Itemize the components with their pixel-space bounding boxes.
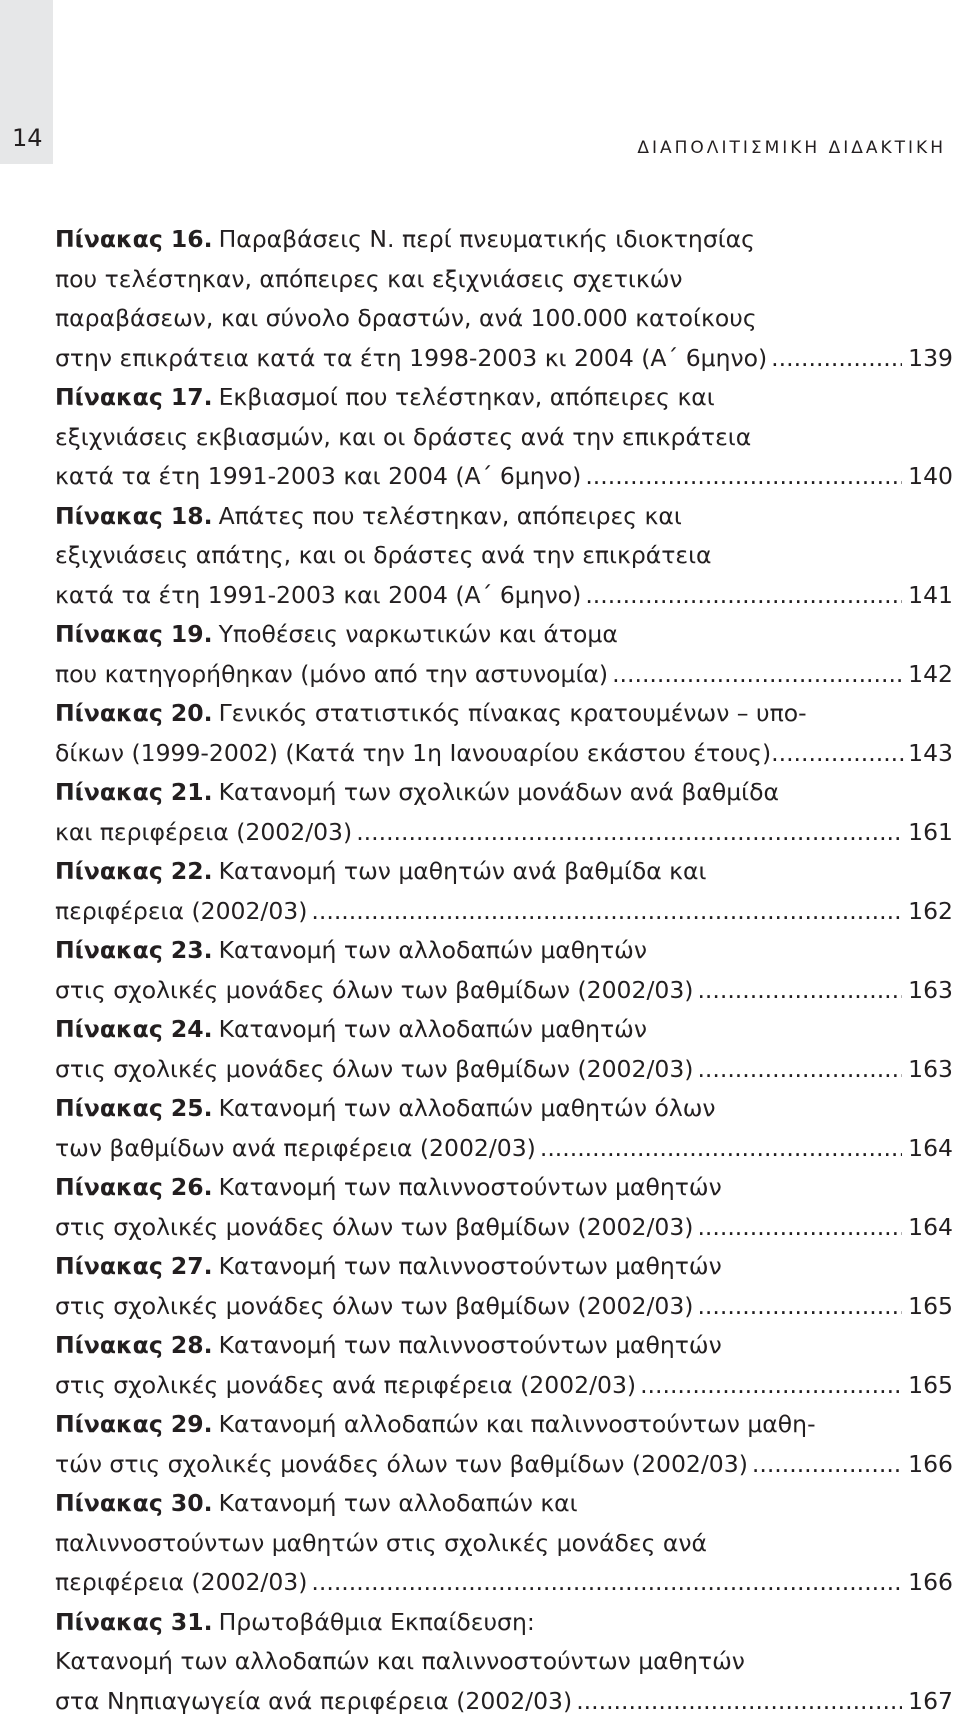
toc-entry[interactable]	[55, 852, 953, 931]
toc-entry-line	[55, 615, 953, 655]
table-label: Πίνακας 20.	[55, 694, 213, 734]
toc-entry-line	[55, 971, 953, 1011]
toc-entry-line	[55, 1287, 953, 1327]
entry-title-text: Κατανομή των σχολικών μονάδων ανά βαθμίδα	[219, 773, 779, 813]
dot-leader	[311, 892, 902, 932]
page-reference[interactable]: 139	[908, 339, 953, 379]
page-reference[interactable]: 166	[908, 1445, 953, 1485]
dot-leader	[640, 1366, 902, 1406]
toc-entry-line	[55, 773, 953, 813]
page-number: 14	[12, 124, 43, 152]
entry-title-text: Πρωτοβάθμια Εκπαίδευση:	[219, 1603, 535, 1643]
entry-title-text: Υποθέσεις ναρκωτικών και άτομα	[219, 615, 618, 655]
toc-entry-line	[55, 1642, 953, 1682]
toc-entry-line	[55, 655, 953, 695]
toc-entry-line	[55, 1524, 953, 1564]
table-label: Πίνακας 28.	[55, 1326, 213, 1366]
toc-entry-line	[55, 1405, 953, 1445]
table-label: Πίνακας 30.	[55, 1484, 213, 1524]
page-reference[interactable]: 163	[908, 971, 953, 1011]
toc-entry-line	[55, 536, 953, 576]
entry-title-text: Κατανομή των αλλοδαπών και παλιννοστούντων μαθητών	[55, 1642, 745, 1682]
entry-title-text: Κατανομή των αλλοδαπών και	[219, 1484, 578, 1524]
entry-title-text: τών στις σχολικές μονάδες όλων των βαθμίδων (2002/03)	[55, 1445, 748, 1485]
dot-leader	[752, 1445, 902, 1485]
toc-entry-line	[55, 1603, 953, 1643]
entry-title-text: στις σχολικές μονάδες όλων των βαθμίδων (2002/03)	[55, 971, 693, 1011]
toc-entry-line	[55, 1445, 953, 1485]
toc-entry-line	[55, 1326, 953, 1366]
toc-entry-line	[55, 892, 953, 932]
toc-entry[interactable]	[55, 1010, 953, 1089]
table-label: Πίνακας 24.	[55, 1010, 213, 1050]
table-label: Πίνακας 25.	[55, 1089, 213, 1129]
page-reference[interactable]: 165	[908, 1366, 953, 1406]
entry-title-text: των βαθμίδων ανά περιφέρεια (2002/03)	[55, 1129, 536, 1169]
toc-entry-line	[55, 1168, 953, 1208]
toc-entry[interactable]	[55, 220, 953, 378]
page-reference[interactable]: 165	[908, 1287, 953, 1327]
entry-title-text: παλιννοστούντων μαθητών στις σχολικές μονάδες ανά	[55, 1524, 707, 1564]
toc-entry-line	[55, 1563, 953, 1603]
toc-entry-line	[55, 1089, 953, 1129]
toc-entry-line	[55, 457, 953, 497]
toc-entry[interactable]	[55, 1405, 953, 1484]
dot-leader	[311, 1563, 902, 1603]
toc-entry[interactable]	[55, 931, 953, 1010]
table-label: Πίνακας 22.	[55, 852, 213, 892]
entry-title-text: Κατανομή των αλλοδαπών μαθητών	[219, 1010, 647, 1050]
entry-title-text: Κατανομή των παλιννοστούντων μαθητών	[219, 1326, 722, 1366]
toc-entry-line	[55, 1366, 953, 1406]
entry-title-text: που τελέστηκαν, απόπειρες και εξιχνιάσεις σχετικών	[55, 260, 683, 300]
dot-leader	[540, 1129, 902, 1169]
toc-entry-line	[55, 418, 953, 458]
page-reference[interactable]: 163	[908, 1050, 953, 1090]
table-of-contents	[55, 220, 953, 1721]
toc-entry-line	[55, 694, 953, 734]
toc-entry[interactable]	[55, 378, 953, 497]
toc-entry-line	[55, 260, 953, 300]
table-label: Πίνακας 31.	[55, 1603, 213, 1643]
entry-title-text: Κατανομή των παλιννοστούντων μαθητών	[219, 1247, 722, 1287]
toc-entry-line	[55, 813, 953, 853]
toc-entry[interactable]	[55, 1326, 953, 1405]
toc-entry-line	[55, 1682, 953, 1721]
entry-title-text: στις σχολικές μονάδες όλων των βαθμίδων (2002/03)	[55, 1050, 693, 1090]
entry-title-text: Εκβιασμοί που τελέστηκαν, απόπειρες και	[219, 378, 715, 418]
table-label: Πίνακας 23.	[55, 931, 213, 971]
toc-entry[interactable]	[55, 1089, 953, 1168]
toc-entry[interactable]	[55, 1484, 953, 1603]
page-reference[interactable]: 166	[908, 1563, 953, 1603]
toc-entry[interactable]	[55, 1603, 953, 1721]
entry-title-text: και περιφέρεια (2002/03)	[55, 813, 352, 853]
table-label: Πίνακας 27.	[55, 1247, 213, 1287]
page-reference[interactable]: 161	[908, 813, 953, 853]
toc-entry-line	[55, 1484, 953, 1524]
entry-title-text: στις σχολικές μονάδες όλων των βαθμίδων (2002/03)	[55, 1287, 693, 1327]
table-label: Πίνακας 18.	[55, 497, 213, 537]
toc-entry[interactable]	[55, 773, 953, 852]
entry-title-text: εξιχνιάσεις απάτης, και οι δράστες ανά την επικράτεια	[55, 536, 712, 576]
toc-entry-line	[55, 1129, 953, 1169]
table-label: Πίνακας 19.	[55, 615, 213, 655]
toc-entry-line	[55, 576, 953, 616]
entry-title-text: δίκων (1999-2002) (Κατά την 1η Ιανουαρίου εκάστου έτους)	[55, 734, 771, 774]
dot-leader	[585, 576, 902, 616]
toc-entry[interactable]	[55, 1247, 953, 1326]
entry-title-text: στην επικράτεια κατά τα έτη 1998-2003 κι 2004 (Α΄ 6μηνο)	[55, 339, 767, 379]
toc-entry-line	[55, 734, 953, 774]
toc-entry-line	[55, 378, 953, 418]
entry-title-text: κατά τα έτη 1991-2003 και 2004 (Α΄ 6μηνο)	[55, 457, 581, 497]
toc-entry[interactable]	[55, 497, 953, 616]
toc-entry[interactable]	[55, 1168, 953, 1247]
table-label: Πίνακας 21.	[55, 773, 213, 813]
entry-title-text: Κατανομή των αλλοδαπών μαθητών	[219, 931, 647, 971]
toc-entry-line	[55, 1247, 953, 1287]
dot-leader	[585, 457, 902, 497]
entry-title-text: περιφέρεια (2002/03)	[55, 892, 307, 932]
table-label: Πίνακας 16.	[55, 220, 213, 260]
dot-leader	[356, 813, 902, 853]
toc-entry-line	[55, 1208, 953, 1248]
entry-title-text: εξιχνιάσεις εκβιασμών, και οι δράστες ανά την επικράτεια	[55, 418, 751, 458]
entry-title-text: Κατανομή των αλλοδαπών μαθητών όλων	[219, 1089, 716, 1129]
table-label: Πίνακας 17.	[55, 378, 213, 418]
dot-leader	[771, 339, 902, 379]
entry-title-text: Κατανομή των μαθητών ανά βαθμίδα και	[219, 852, 707, 892]
dot-leader	[697, 1050, 902, 1090]
page-reference[interactable]: 140	[908, 457, 953, 497]
dot-leader	[697, 971, 902, 1011]
toc-entry[interactable]	[55, 694, 953, 773]
toc-entry-line	[55, 1050, 953, 1090]
entry-title-text: κατά τα έτη 1991-2003 και 2004 (Α΄ 6μηνο)	[55, 576, 581, 616]
toc-entry-line	[55, 852, 953, 892]
entry-title-text: παραβάσεων, και σύνολο δραστών, ανά 100.000 κατοίκους	[55, 299, 757, 339]
toc-entry-line	[55, 299, 953, 339]
toc-entry-line	[55, 497, 953, 537]
page-reference[interactable]: 143	[908, 734, 953, 774]
page-number-tab	[0, 0, 53, 164]
table-label: Πίνακας 26.	[55, 1168, 213, 1208]
toc-entry-line	[55, 931, 953, 971]
dot-leader	[697, 1208, 902, 1248]
dot-leader	[612, 655, 902, 695]
entry-title-text: περιφέρεια (2002/03)	[55, 1563, 307, 1603]
entry-title-text: Κατανομή αλλοδαπών και παλιννοστούντων μαθη-	[219, 1405, 816, 1445]
entry-title-text: Γενικός στατιστικός πίνακας κρατουμένων – υπο-	[219, 694, 807, 734]
entry-title-text: Κατανομή των παλιννοστούντων μαθητών	[219, 1168, 722, 1208]
entry-title-text: Παραβάσεις Ν. περί πνευματικής ιδιοκτησίας	[219, 220, 755, 260]
page-reference[interactable]: 142	[908, 655, 953, 695]
entry-title-text: στις σχολικές μονάδες όλων των βαθμίδων (2002/03)	[55, 1208, 693, 1248]
page-reference[interactable]: 162	[908, 892, 953, 932]
page-reference[interactable]: 141	[908, 576, 953, 616]
page-reference[interactable]: 167	[908, 1682, 953, 1721]
entry-title-text: Απάτες που τελέστηκαν, απόπειρες και	[219, 497, 682, 537]
toc-entry-line	[55, 339, 953, 379]
toc-entry-line	[55, 220, 953, 260]
page-reference[interactable]: 164	[908, 1208, 953, 1248]
entry-title-text: στα Νηπιαγωγεία ανά περιφέρεια (2002/03)	[55, 1682, 572, 1721]
dot-leader	[697, 1287, 902, 1327]
dot-leader	[771, 734, 908, 774]
toc-entry[interactable]	[55, 615, 953, 694]
toc-entry-line	[55, 1010, 953, 1050]
entry-title-text: στις σχολικές μονάδες ανά περιφέρεια (2002/03)	[55, 1366, 636, 1406]
table-label: Πίνακας 29.	[55, 1405, 213, 1445]
entry-title-text: που κατηγορήθηκαν (μόνο από την αστυνομία)	[55, 655, 608, 695]
running-title: ΔΙΑΠΟΛΙΤΙΣΜΙΚΗ ΔΙΔΑΚΤΙΚΗ	[637, 138, 946, 158]
dot-leader	[576, 1682, 902, 1721]
page-reference[interactable]: 164	[908, 1129, 953, 1169]
